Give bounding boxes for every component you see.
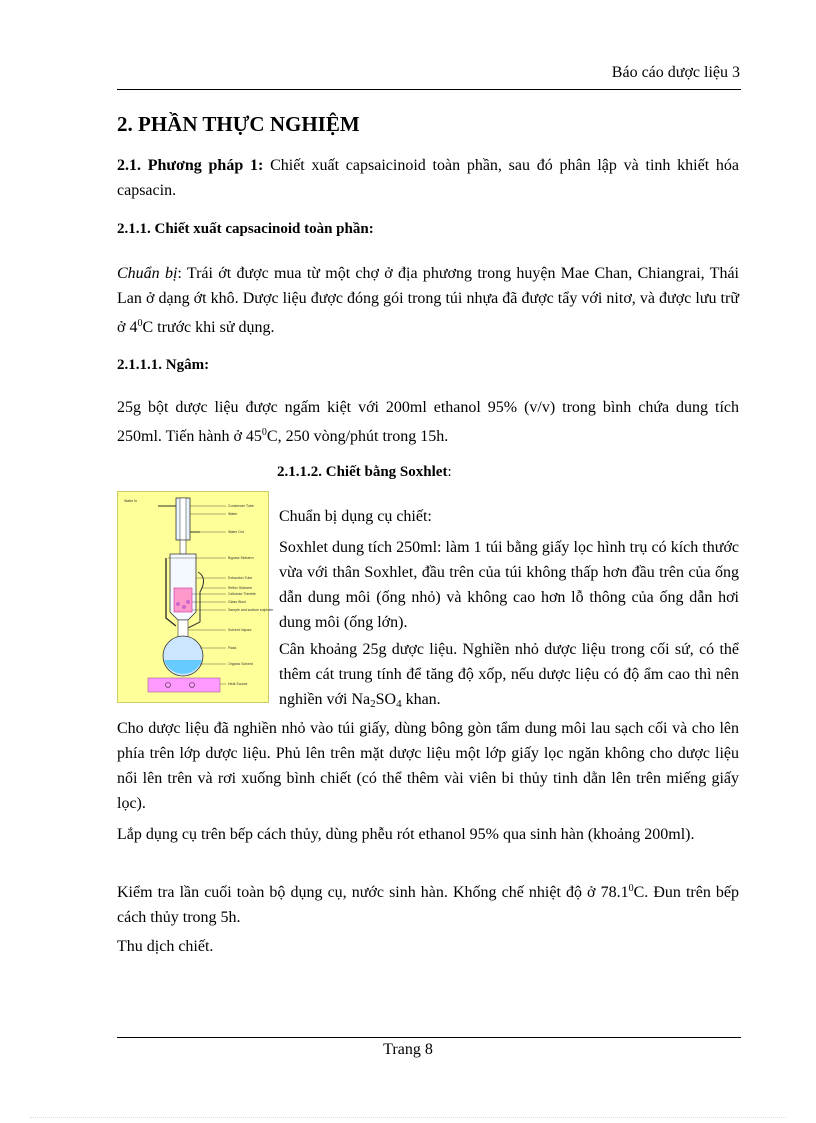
maceration-text: 25g bột dược liệu được ngấm kiệt với 200ml ethanol 95% (v/v) trong bình chứa dung tích 250ml. Tiến hành ở 45 [117, 399, 739, 445]
label-thimble: Cellulose Thimble [228, 592, 256, 596]
label-water-in: Water In [124, 499, 138, 503]
section-heading: 2. PHẦN THỰC NGHIỆM [117, 112, 360, 136]
organic-solvent-fill [164, 660, 202, 674]
neck-shape [180, 540, 186, 554]
label-water: Water [228, 512, 238, 516]
condenser-inner [180, 498, 186, 540]
soxhlet-heading-colon: : [447, 464, 452, 480]
preparation-paragraph [117, 261, 739, 340]
sample-dot [176, 602, 180, 606]
subsection-heading-2-1-1-1: 2.1.1.1. Ngâm: [117, 357, 210, 373]
formula-part: SO [375, 691, 397, 708]
soxhlet-grind-paragraph [279, 637, 739, 717]
temperature-text: Kiểm tra lần cuối toàn bộ dụng cụ, nước sinh hàn. Khống chế nhiệt độ ở 78.1 [117, 884, 629, 901]
grind-text: Cân khoảng 25g dược liệu. Nghiền nhỏ dược liệu trong cối sứ, có thể thêm cát trung tính để tăng độ xốp, nếu dược liệu có độ ẩm cao thì nên nghiền với Na [279, 641, 739, 708]
label-organic: Organic Solvent [228, 662, 253, 666]
label-solvent-vapour: Solvent Vapour [228, 628, 252, 632]
method-label: 2.1. Phương pháp 1: [117, 157, 264, 174]
degree-sup: 0 [628, 883, 634, 894]
page-number: Trang 8 [383, 1041, 433, 1058]
soxhlet-prep-line: Chuẩn bị dụng cụ chiết: [279, 508, 432, 525]
maceration-text-end: C, 250 vòng/phút trong 15h. [266, 428, 449, 445]
label-condenser: Condenser Tube [228, 504, 254, 508]
label-extraction-tube: Extraction Tube [228, 576, 253, 580]
label-heat: Heat Source [228, 682, 248, 686]
soxhlet-apparatus-illustration [118, 492, 274, 702]
label-flask: Flask [228, 646, 237, 650]
procedure-paragraph-3 [117, 876, 739, 930]
procedure-paragraph-1: Cho dược liệu đã nghiền nhỏ vào túi giấy, dùng bông gòn tẩm dung môi lau sạch cối và cho lên phía trên lớp dược liệu. Phủ lên trên mặt dược liệu một lớp giấy lọc ngăn không cho dược liệu nổi lên trên và rơi xuống bình chiết (có thể thêm vài viên bi thủy tinh dằn lên trên miếng giấy lọc). [117, 720, 739, 812]
subscript: 4 [396, 698, 402, 710]
footer-divider [117, 1037, 741, 1038]
degree-sup: 0 [137, 318, 143, 329]
procedure-paragraph-4: Thu dịch chiết. [117, 938, 214, 955]
subscript: 2 [370, 698, 376, 710]
subsection-heading-2-1-1: 2.1.1. Chiết xuất capsacinoid toàn phần: [117, 221, 374, 237]
header-divider [117, 89, 741, 90]
label-water-out: Water Out [228, 530, 244, 534]
preparation-label: Chuẩn bị [117, 265, 178, 282]
maceration-paragraph [117, 395, 739, 449]
soxhlet-heading-text: 2.1.1.2. Chiết bằng Soxhlet [277, 464, 448, 480]
subsection-heading-2-1-1-2 [277, 464, 452, 481]
label-sample: Sample and sodium sulphate [228, 608, 274, 612]
label-glass-wool: Glass Wool [228, 600, 246, 604]
sample-dot [186, 600, 190, 604]
method-paragraph [117, 153, 739, 203]
temperature-text-end: C. Đun trên bếp cách thủy trong 5h. [117, 884, 740, 926]
soxhlet-diagram [117, 491, 274, 703]
procedure-paragraph-2: Lắp dụng cụ trên bếp cách thủy, dùng phễu rót ethanol 95% qua sinh hàn (khoảng 200ml). [117, 826, 695, 843]
page-bottom-border [30, 1117, 786, 1118]
soxhlet-setup-paragraph: Soxhlet dung tích 250ml: làm 1 túi bằng giấy lọc hình trụ có kích thước vừa với thân Soxhlet, đầu trên của túi không thấp hơn đầu trên của ống dẫn dung môi (ống nhỏ) và không cao hơn lỗ thông của ống dẫn hơi dung môi (ống lớn). [279, 539, 739, 631]
method-text: Chiết xuất capsaicinoid toàn phần, sau đó phân lập và tinh khiết hóa capsacin. [117, 157, 740, 199]
heat-source-shape [148, 678, 220, 692]
preparation-text-end: C trước khi sử dụng. [142, 319, 275, 336]
preparation-text: : Trái ớt được mua từ một chợ ở địa phương trong huyện Mae Chan, Chiangrai, Thái Lan ở dạng ớt khô. Dược liệu được đóng gói trong túi nhựa đã được tẩy với nitơ, và được lưu trữ ở 4 [117, 265, 740, 336]
label-bypass: Bypass Sidearm [228, 556, 254, 560]
label-reflux: Reflux Sidearm [228, 586, 252, 590]
sample-dot [182, 605, 186, 609]
degree-sup: 0 [261, 427, 267, 438]
running-header: Báo cáo dược liệu 3 [611, 64, 740, 81]
grind-text-end: khan. [401, 691, 441, 708]
